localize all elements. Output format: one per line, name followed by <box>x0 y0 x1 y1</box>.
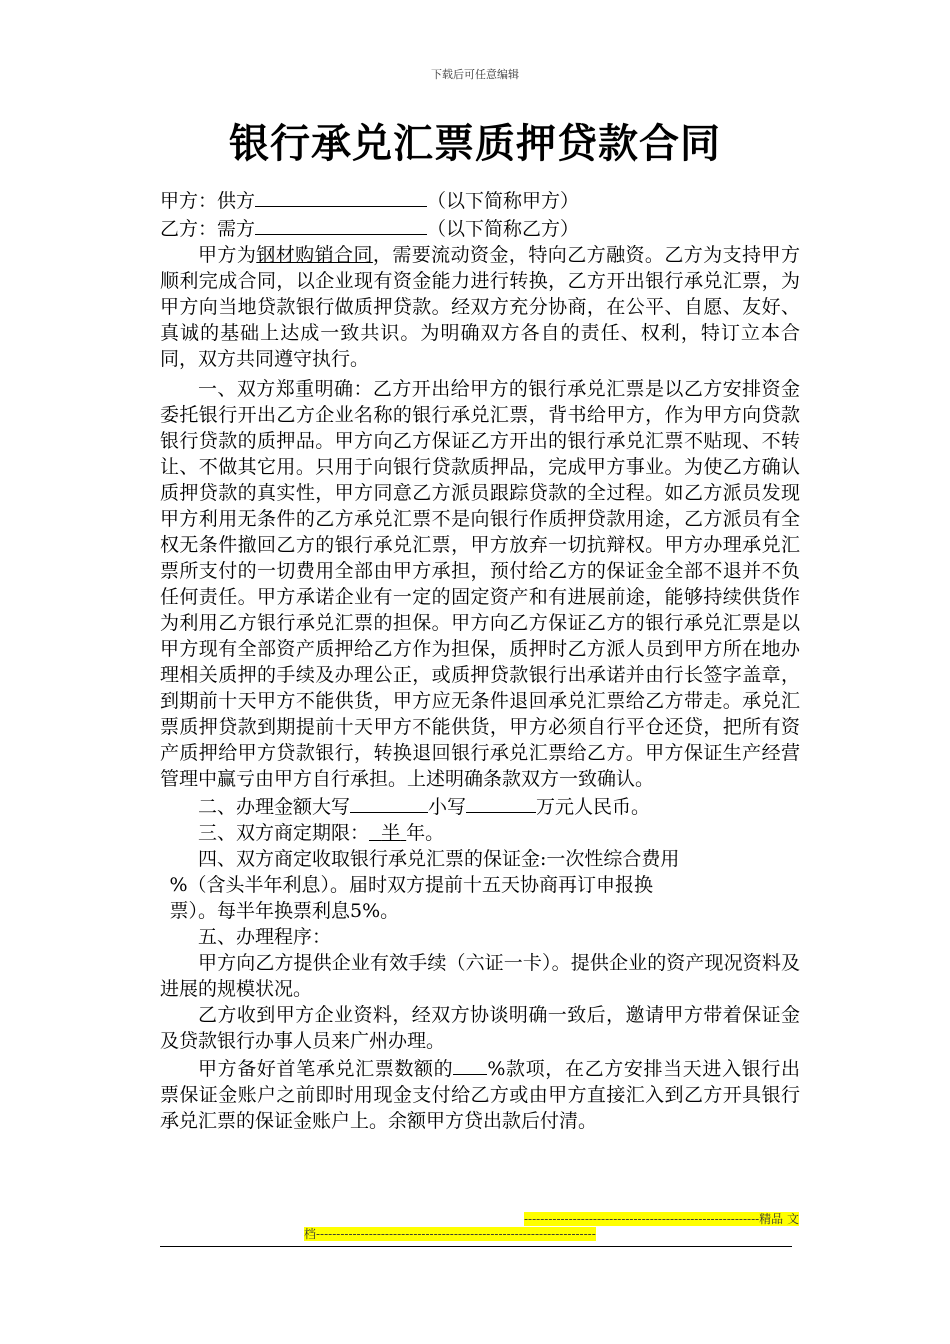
clause-3 <box>160 820 800 846</box>
footer-text <box>304 1212 799 1242</box>
amount-uppercase-blank[interactable] <box>350 792 428 813</box>
percent-blank[interactable] <box>453 1054 487 1075</box>
intro-part1: 甲方为 <box>198 244 257 266</box>
term-value <box>369 822 406 844</box>
footer-watermark <box>160 1212 799 1247</box>
footer-line-2: 档--------------------------------------------------------------------- <box>304 1227 596 1241</box>
clause-4-line3: 票）。每半年换票利息5%。 <box>169 900 400 922</box>
intro-part2: ，需要流动资金，特向乙方融资。乙方为支持甲方顺利完成合同，以企业现有资金能力进行转换，乙方开出银行承兑汇票，为甲方向当地贷款银行做质押贷款。经双方充分协商，在公平、自愿、友好、真诚的基础上达成一致共识。为明确双方各自的责任、权利，特订立本合同，双方共同遵守执行。 <box>160 244 800 370</box>
procedure-3 <box>160 1054 800 1134</box>
footer-line-1: ----------------------------------------------------------精品 文 <box>524 1212 799 1226</box>
clause-3-b: 年。 <box>406 822 445 844</box>
clause-2 <box>160 792 800 820</box>
procedure-2: 乙方收到甲方企业资料，经双方协谈明确一致后，邀请甲方带着保证金及贷款银行办事人员来广州办理。 <box>160 1004 800 1052</box>
party-a-line <box>160 186 800 214</box>
header-note: 下载后可任意编辑 <box>431 68 519 81</box>
intro-paragraph <box>160 242 800 372</box>
term-value-text: 半 <box>381 822 401 844</box>
clause-1: 一、双方郑重明确：乙方开出给甲方的银行承兑汇票是以乙方安排资金委托银行开出乙方企业名称的银行承兑汇票，背书给甲方，作为甲方向贷款银行贷款的质押品。甲方向乙方保证乙方开出的银行承兑汇票不贴现、不转让、不做其它用。只用于向银行贷款质押品，完成甲方事业。为使乙方确认质押贷款的真实性，甲方同意乙方派员跟踪贷款的全过程。如乙方派员发现甲方利用无条件的乙方承兑汇票不是向银行作质押贷款用途，乙方派员有全权无条件撤回乙方的银行承兑汇票，甲方放弃一切抗辩权。甲方办理承兑汇票所支付的一切费用全部由甲方承担，预付给乙方的保证金全部不退并不负任何责任。甲方承诺企业有一定的固定资产和有进展前途，能够持续供货作为利用乙方银行承兑汇票的担保。甲方向乙方保证乙方的银行承兑汇票是以甲方现有全部资产质押给乙方作为担保，质押时乙方派人员到甲方所在地办理相关质押的手续及办理公正，或质押贷款银行出承诺并由行长签字盖章，到期前十天甲方不能供货，甲方应无条件退回承兑汇票给乙方带走。承兑汇票质押贷款到期提前十天甲方不能供货，甲方必须自行平仓还贷，把所有资产质押给甲方贷款银行，转换退回银行承兑汇票给乙方。甲方保证生产经营管理中赢亏由甲方自行承担。上述明确条款双方一致确认。 <box>160 378 800 790</box>
party-b-prefix: 乙方：需方 <box>160 218 256 240</box>
clause-2-c: 万元人民币。 <box>536 796 651 818</box>
procedure-3-b: %款项，在乙方安排当天进入银行出票保证金账户之前即时用现金支付给乙方或由甲方直接汇入到乙方开具银行承兑汇票的保证金账户上。余额甲方贷出款后付清。 <box>160 1058 800 1132</box>
clause-4-line1: 四、双方商定收取银行承兑汇票的保证金:一次性综合费用 <box>198 848 680 870</box>
contract-body <box>160 186 800 1134</box>
clause-2-b: 小写 <box>428 796 467 818</box>
intro-contract-name: 钢材购销合同 <box>256 244 373 266</box>
clause-5: 五、办理程序： <box>198 926 332 948</box>
party-b-line <box>160 214 800 242</box>
clause-2-a: 二、办理金额大写 <box>198 796 351 818</box>
party-b-blank[interactable] <box>255 214 427 235</box>
party-b-suffix: （以下简称乙方） <box>427 218 580 240</box>
party-a-blank[interactable] <box>255 186 427 207</box>
clause-4-line2: %（含头半年利息）。届时双方提前十五天协商再订申报换 <box>169 874 654 896</box>
party-a-prefix: 甲方：供方 <box>160 190 256 212</box>
procedure-3-a: 甲方备好首笔承兑汇票数额的 <box>198 1058 454 1080</box>
party-a-suffix: （以下简称甲方） <box>427 190 580 212</box>
procedure-1: 甲方向乙方提供企业有效手续（六证一卡）。提供企业的资产现况资料及进展的规模状况。 <box>160 952 800 1000</box>
amount-lowercase-blank[interactable] <box>466 792 536 813</box>
document-title: 银行承兑汇票质押贷款合同 <box>229 120 721 167</box>
clause-3-a: 三、双方商定期限： <box>198 822 370 844</box>
